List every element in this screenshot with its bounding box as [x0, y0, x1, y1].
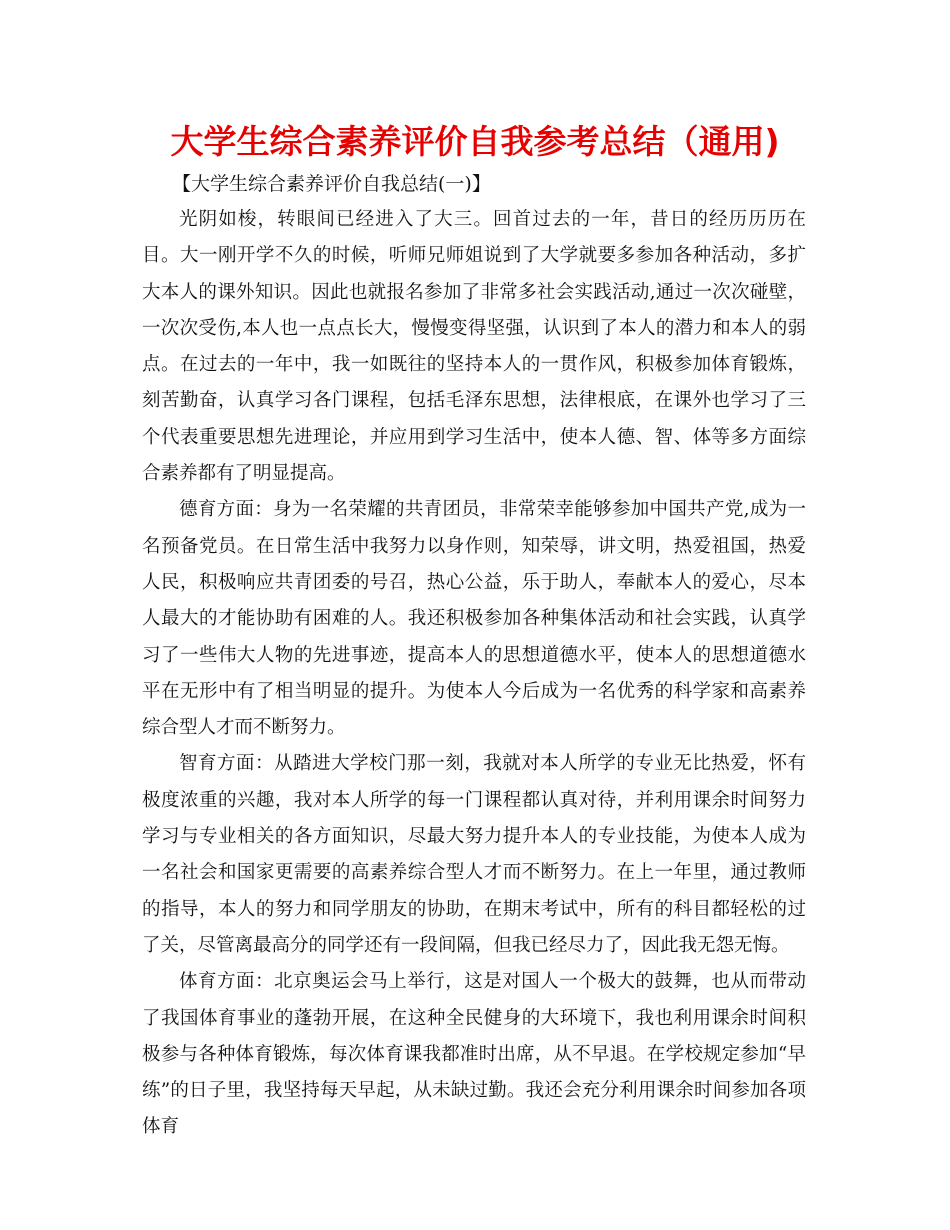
paragraph-intellectual-education: 智育方面：从踏进大学校门那一刻，我就对本人所学的专业无比热爱，怀有极度浓重的兴趣，我对本人所学的每一门课程都认真对待，并利用课余时间努力学习与专业相关的各方面知识，尽最大努力提升本人的专业技能，为使本人成为一名社会和国家更需要的高素养综合型人才而不断努力。在上一年里，通过教师的指导，本人的努力和同学朋友的协助，在期末考试中，所有的科目都轻松的过了关，尽管离最高分的同学还有一段间隔，但我已经尽力了，因此我无怨无悔。	[142, 753, 806, 956]
section-heading: 【大学生综合素养评价自我总结(一)】	[172, 173, 491, 195]
paragraph-moral-education: 德育方面：身为一名荣耀的共青团员，非常荣幸能够参加中国共产党,成为一名预备党员。在日常生活中我努力以身作则，知荣辱，讲文明，热爱祖国，热爱人民，积极响应共青团委的号召，热心公益，乐于助人，奉献本人的爱心，尽本人最大的才能协助有困难的人。我还积极参加各种集体活动和社会实践，认真学习了一些伟大人物的先进事迹，提高本人的思想道德水平，使本人的思想道德水平在无形中有了相当明显的提升。为使本人今后成为一名优秀的科学家和高素养综合型人才而不断努力。	[142, 499, 806, 739]
paragraph-physical-education: 体育方面：北京奥运会马上举行，这是对国人一个极大的鼓舞，也从而带动了我国体育事业的蓬勃开展，在这种全民健身的大环境下，我也利用课余时间积极参与各种体育锻炼，每次体育课我都准时出席，从不早退。在学校规定参加“早练”的日子里，我坚持每天早起，从未缺过勤。我还会充分利用课余时间参加各项体育	[142, 971, 806, 1138]
document-body	[142, 202, 806, 1146]
paragraph-intro: 光阴如梭，转眼间已经进入了大三。回首过去的一年，昔日的经历历历在目。大一刚开学不久的时候，听师兄师姐说到了大学就要多参加各种活动，多扩大本人的课外知识。因此也就报名参加了非常多社会实践活动,通过一次次碰壁，一次次受伤,本人也一点点长大，慢慢变得坚强，认识到了本人的潜力和本人的弱点。在过去的一年中，我一如既往的坚持本人的一贯作风，积极参加体育锻炼，刻苦勤奋，认真学习各门课程，包括毛泽东思想，法律根底，在课外也学习了三个代表重要思想先进理论，并应用到学习生活中，使本人德、智、体等多方面综合素养都有了明显提高。	[142, 209, 806, 485]
document-title: 大学生综合素养评价自我参考总结（通用)	[170, 122, 780, 161]
